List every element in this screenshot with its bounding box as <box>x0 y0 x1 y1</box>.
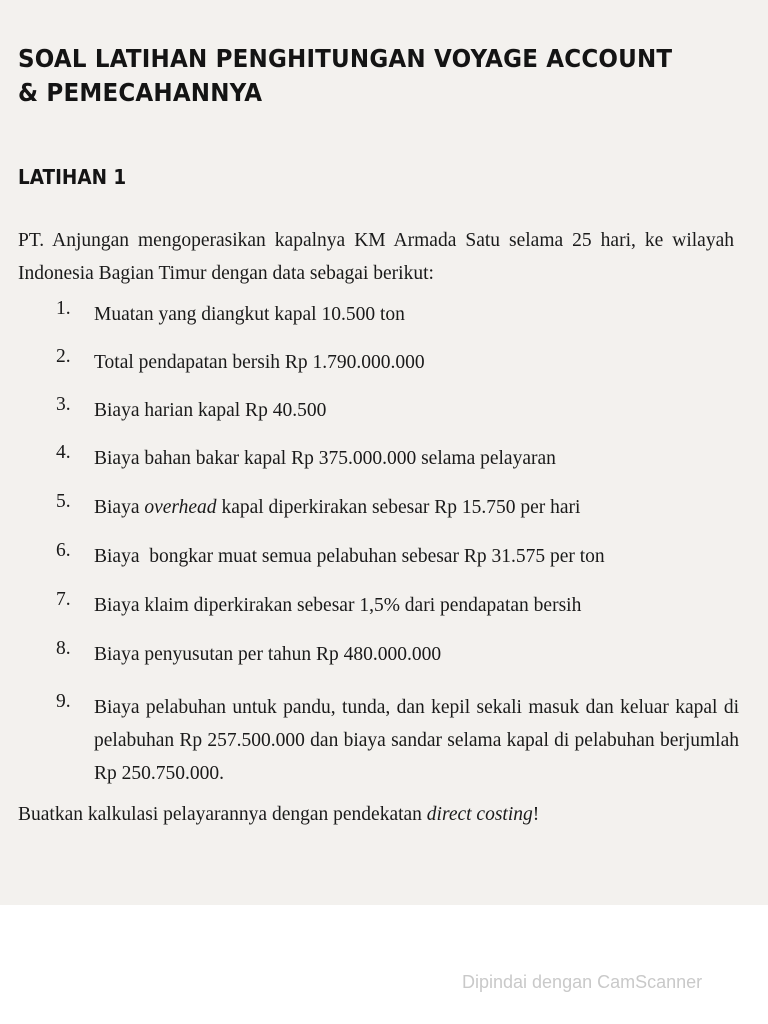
list-item-text: Biaya harian kapal Rp 40.500 <box>94 400 327 421</box>
list-item-number: 8. <box>56 638 71 659</box>
list-item-text: Muatan yang diangkut kapal 10.500 ton <box>94 304 405 325</box>
list-item-text: Biaya pelabuhan untuk pandu, tunda, dan kepil sekali masuk dan keluar kapal di pelabuhan Rp 257.500.000 dan biaya sandar selama kapal di pelabuhan berjumlah Rp 250.750.000. <box>94 697 739 784</box>
list-item-number: 6. <box>56 540 71 561</box>
closing-text-post: ! <box>532 804 540 825</box>
list-item-number: 3. <box>56 394 71 415</box>
scanner-watermark: Dipindai dengan CamScanner <box>462 972 703 992</box>
list-item-text <box>94 491 739 524</box>
list-item-text: Biaya klaim diperkirakan sebesar 1,5% dari pendapatan bersih <box>94 595 582 616</box>
list-item-text: Total pendapatan bersih Rp 1.790.000.000 <box>94 352 425 373</box>
list-item-number: 9. <box>56 691 71 712</box>
list-item-number: 1. <box>56 298 71 319</box>
list-item-number: 5. <box>56 491 71 512</box>
closing-text-pre: Buatkan kalkulasi pelayarannya dengan pendekatan <box>18 804 427 825</box>
closing-text-emphasis: direct costing <box>426 804 533 825</box>
list-item-number: 4. <box>56 442 71 463</box>
list-item-text-emphasis: overhead <box>144 497 217 518</box>
section-heading: LATIHAN 1 <box>18 165 127 189</box>
list-item-text-post: kapal diperkirakan sebesar Rp 15.750 per hari <box>216 497 581 518</box>
list-item-number: 7. <box>56 589 71 610</box>
intro-paragraph: PT. Anjungan mengoperasikan kapalnya KM Armada Satu selama 25 hari, ke wilayah Indonesia Bagian Timur dengan data sebagai berikut: <box>18 230 734 284</box>
blank-margin <box>0 905 768 1024</box>
document-title: SOAL LATIHAN PENGHITUNGAN VOYAGE ACCOUNT & PEMECAHANNYA <box>18 44 673 107</box>
closing-instruction <box>18 804 738 826</box>
list-item-text: Biaya bongkar muat semua pelabuhan sebesar Rp 31.575 per ton <box>94 546 605 567</box>
list-item-text-pre: Biaya <box>94 497 145 518</box>
list-item-text: Biaya bahan bakar kapal Rp 375.000.000 selama pelayaran <box>94 448 556 469</box>
list-item-text: Biaya penyusutan per tahun Rp 480.000.000 <box>94 644 442 665</box>
list-item-number: 2. <box>56 346 71 367</box>
